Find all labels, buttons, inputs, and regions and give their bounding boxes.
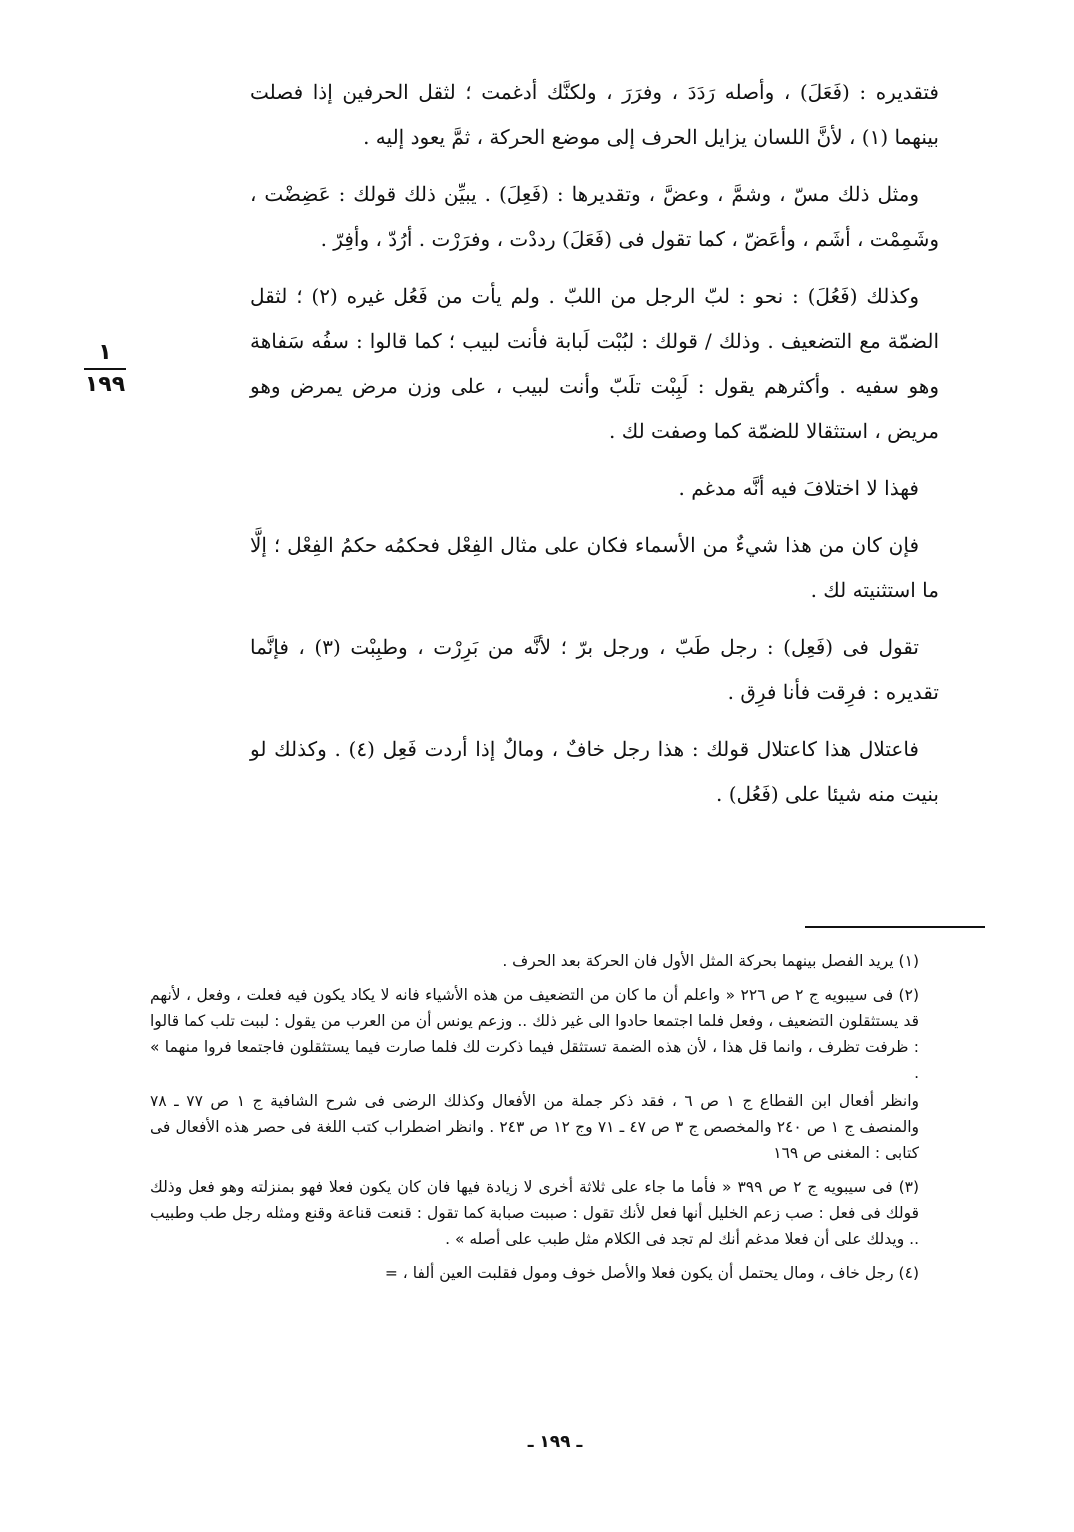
footnote-separator [805, 926, 985, 928]
footnote-2-continued: وانظر أفعال ابن القطاع ج ١ ص ٦ ، فقد ذكر جملة من الأفعال وكذلك الرضى فى شرح الشافية ج ١ ص ٧٧ ـ ٧٨ والمنصف ج ١ ص ٢٤٠ والمخصص ج ٣ ص ٤٧ ـ ٧١ وج ١٢ ص ٢٤٣ . وانظر اضطراب كتب اللغة فى حصر هذه الأفعال فى كتابى : المغنى ص ١٦٩ [150, 1092, 920, 1162]
margin-page-reference [70, 340, 140, 398]
margin-divider [84, 368, 126, 370]
paragraph-6: تقول فى (فَعِل) : رجل طَبّ ، ورجل برّ ؛ لأنَّه من بَرِرْت ، وطبِبْت (٣) ، فإنَّما تقديره : فرِقت فأنا فرِق . [250, 635, 939, 704]
margin-volume-number: ١ [98, 340, 112, 365]
footnote-2: (٢) فى سيبويه ج ٢ ص ٢٢٦ « واعلم أن ما كان من التضعيف من هذه الأشياء فانه لا يكاد يكون فيه فعلت ، وفعل ، لأنهم قد يستثقلون التضعيف ، وفعل فلما اجتمعا حادوا الى غير ذلك .. وزعم يونس أن من العرب من يقول : لببت تلب كما قالوا : ظرفت تظرف ، وانما قل هذا ، لأن هذه الضمة تستثقل فيما ذكرت لك فلما صارت فيما يستثقلون فاجتمعا فروا منهما » . [150, 986, 919, 1082]
footnotes [150, 948, 919, 1294]
margin-page-number: ١٩٩ [84, 372, 126, 397]
page-number: ـ ١٩٩ ـ [527, 1432, 583, 1452]
paragraph-3: وكذلك (فَعُلَ) : نحو : لبّ الرجل من اللبّ . ولم يأت من فَعُل غيره (٢) ؛ لثقل الضمّة مع التضعيف . وذلك / قولك : لبُبْت لَبابة فأنت لبيب ؛ كما قالوا : سفُه سَفاهة وهو سفيه . وأكثرهم يقول : لَبِبْت تلَبّ وأنت لبيب ، على وزن مرض يمرض وهو مريض ، استثقالا للضمّة كما وصفت لك . [250, 284, 939, 443]
footnote-3: (٣) فى سيبويه ج ٢ ص ٣٩٩ « فأما ما جاء على ثلاثة أخرى لا زيادة فيها فان كان يكون فعلا فهو بمنزلته وهو فعل وذلك قولك فى فعل : صب زعم الخليل أنها فعل لأنك تقول : صببت صبابة كما تقول : قنعت قناعة وقنع ومثله رجل طب وطبيب .. ويدلك على أن فعلا مدغم أنك لم تجد فى الكلام مثل طبب على أصله » . [150, 1178, 920, 1248]
footnote-4: (٤) رجل خاف ، ومال يحتمل أن يكون فعلا والأصل خوف ومول فقلبت العين ألفا ، = [384, 1264, 919, 1282]
paragraph-4: فهذا لا اختلافَ فيه أنَّه مدغم . [678, 476, 919, 500]
paragraph-1: فتقديره : (فَعَلَ) ، وأصله رَدَدَ ، وفرَرَ ، ولكنَّك أدغمت ؛ لثقل الحرفين إذا فصلت بينهما (١) ، لأنَّ اللسان يزايل الحرف إلى موضع الحركة ، ثمَّ يعود إليه . [250, 80, 939, 149]
paragraph-7: فاعتلال هذا كاعتلال قولك : هذا رجل خافٌ ، ومالٌ إذا أردت فَعِل (٤) . وكذلك لو بنيت منه شيئا على (فَعُل) . [250, 737, 939, 806]
paragraph-2: ومثل ذلك مسّ ، وشمَّ ، وعضَّ ، وتقديرها : (فَعِلَ) . يبيِّن ذلك قولك : عَضِضْت ، وشَمِمْت ، أشَم ، وأعَضّ ، كما تقول فى (فَعَلَ) رددْت ، وفرَرْت . أرُدّ ، وأفِرّ . [250, 182, 939, 251]
main-text [250, 70, 939, 829]
paragraph-5: فإن كان من هذا شيءٌ من الأسماء فكان على مثال الفِعْل فحكمُه حكمُ الفِعْل ؛ إلَّا ما استثنيته لك . [250, 533, 939, 602]
footnote-1: (١) يريد الفصل بينهما بحركة المثل الأول فان الحركة بعد الحرف . [502, 952, 919, 970]
